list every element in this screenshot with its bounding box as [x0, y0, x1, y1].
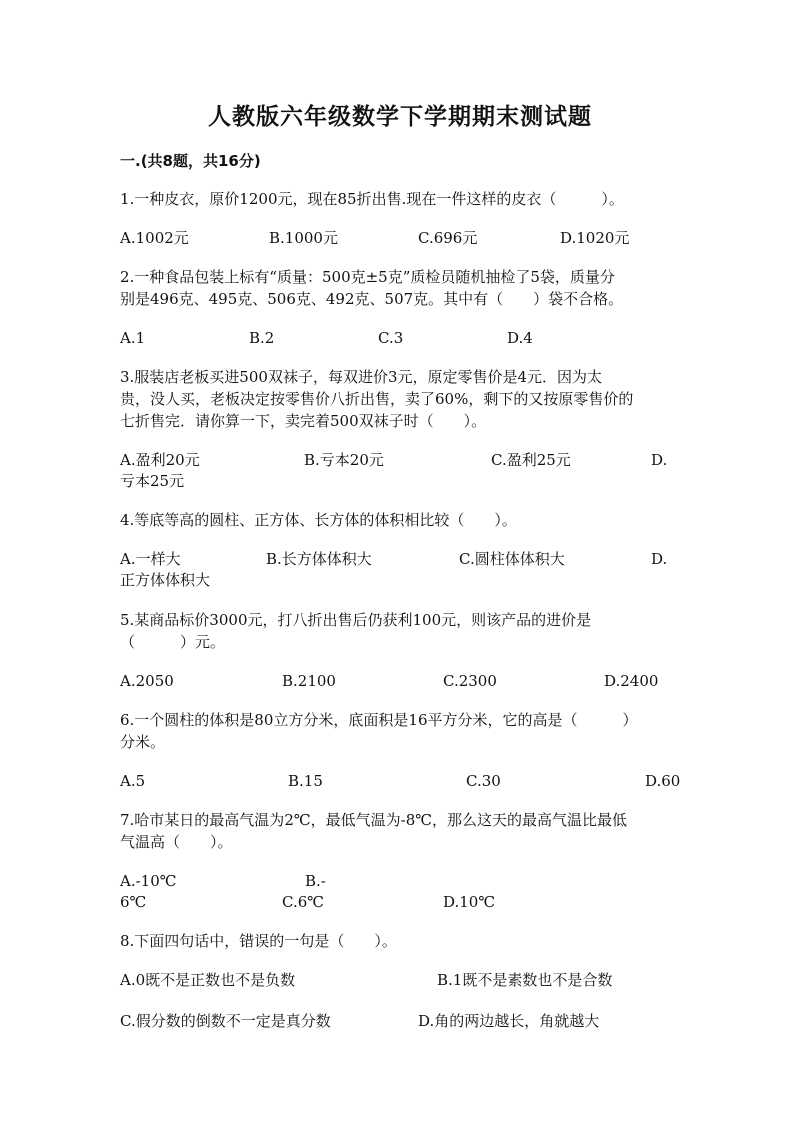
question-text: 7.哈市某日的最高气温为2℃，最低气温为-8℃，那么这天的最高气温比最低: [120, 811, 628, 829]
option-b-text: 6℃: [120, 893, 147, 911]
option-a: A.一样大: [120, 550, 181, 568]
option-d: D.10℃: [443, 893, 496, 911]
option-b: B.2: [249, 329, 275, 347]
question-text: 2.一种食品包装上标有“质量：500克±5克”质检员随机抽检了5袋，质量分: [120, 268, 615, 286]
question-2: [120, 266, 680, 310]
question-text: 分米。: [120, 733, 166, 751]
option-a: A.0既不是正数也不是负数: [120, 971, 296, 989]
option-b: B.15: [288, 772, 323, 790]
question-3: [120, 366, 680, 432]
option-c: C.盈利25元: [491, 451, 571, 469]
question-text: 别是496克、495克、506克、492克、507克。其中有（ ）袋不合格。: [120, 290, 624, 308]
option-b: B.2100: [282, 672, 336, 690]
question-text: 气温高（ ）。: [120, 833, 233, 851]
page-title: 人教版六年级数学下学期期末测试题: [208, 104, 592, 130]
option-a: A.1: [120, 329, 146, 347]
question-4: [120, 509, 680, 531]
question-8: [120, 930, 680, 952]
option-c: C.30: [466, 772, 501, 790]
option-d: D.: [651, 550, 668, 568]
question-1: [120, 188, 680, 210]
option-d: D.60: [645, 772, 681, 790]
section-heading: 一.(共8题，共16分): [120, 152, 261, 170]
option-a: A.1002元: [120, 229, 189, 247]
option-d: D.1020元: [560, 229, 630, 247]
option-b: B.亏本20元: [304, 451, 384, 469]
question-text: 5.某商品标价3000元，打八折出售后仍获利100元，则该产品的进价是: [120, 611, 592, 629]
option-d-text: 正方体体积大: [120, 571, 211, 589]
option-d: D.角的两边越长，角就越大: [418, 1012, 600, 1030]
question-6: [120, 709, 680, 753]
question-text: 贵，没人买，老板决定按零售价八折出售，卖了60%，剩下的又按原零售价的: [120, 390, 634, 408]
question-7: [120, 809, 680, 853]
question-text: 6.一个圆柱的体积是80立方分米，底面积是16平方分米，它的高是（ ）: [120, 711, 638, 729]
option-d: D.: [651, 451, 668, 469]
option-b: B.长方体体积大: [266, 550, 372, 568]
option-b: B.1既不是素数也不是合数: [437, 971, 613, 989]
option-c: C.圆柱体体积大: [459, 550, 565, 568]
option-a: A.-10℃: [120, 872, 177, 890]
option-c: C.3: [378, 329, 404, 347]
question-text: 七折售完．请你算一下，卖完着500双袜子时（ ）。: [120, 412, 487, 430]
option-d-text: 亏本25元: [120, 472, 185, 490]
question-text: 1.一种皮衣，原价1200元，现在85折出售.现在一件这样的皮衣（ ）。: [120, 190, 624, 208]
option-c: C.假分数的倒数不一定是真分数: [120, 1012, 331, 1030]
question-5: [120, 609, 680, 653]
option-c: C.6℃: [282, 893, 325, 911]
option-b: B.1000元: [269, 229, 338, 247]
question-text: （ ）元。: [120, 633, 226, 651]
question-text: 4.等底等高的圆柱、正方体、长方体的体积相比较（ ）。: [120, 511, 517, 529]
option-d: D.2400: [604, 672, 659, 690]
option-d: D.4: [507, 329, 533, 347]
option-c: C.2300: [443, 672, 497, 690]
question-text: 8.下面四句话中，错误的一句是（ ）。: [120, 932, 397, 950]
option-c: C.696元: [418, 229, 478, 247]
option-a: A.盈利20元: [120, 451, 200, 469]
question-text: 3.服装店老板买进500双袜子，每双进价3元，原定零售价是4元．因为太: [120, 368, 603, 386]
option-a: A.5: [120, 772, 146, 790]
option-b: B.-: [305, 872, 326, 890]
option-a: A.2050: [120, 672, 174, 690]
